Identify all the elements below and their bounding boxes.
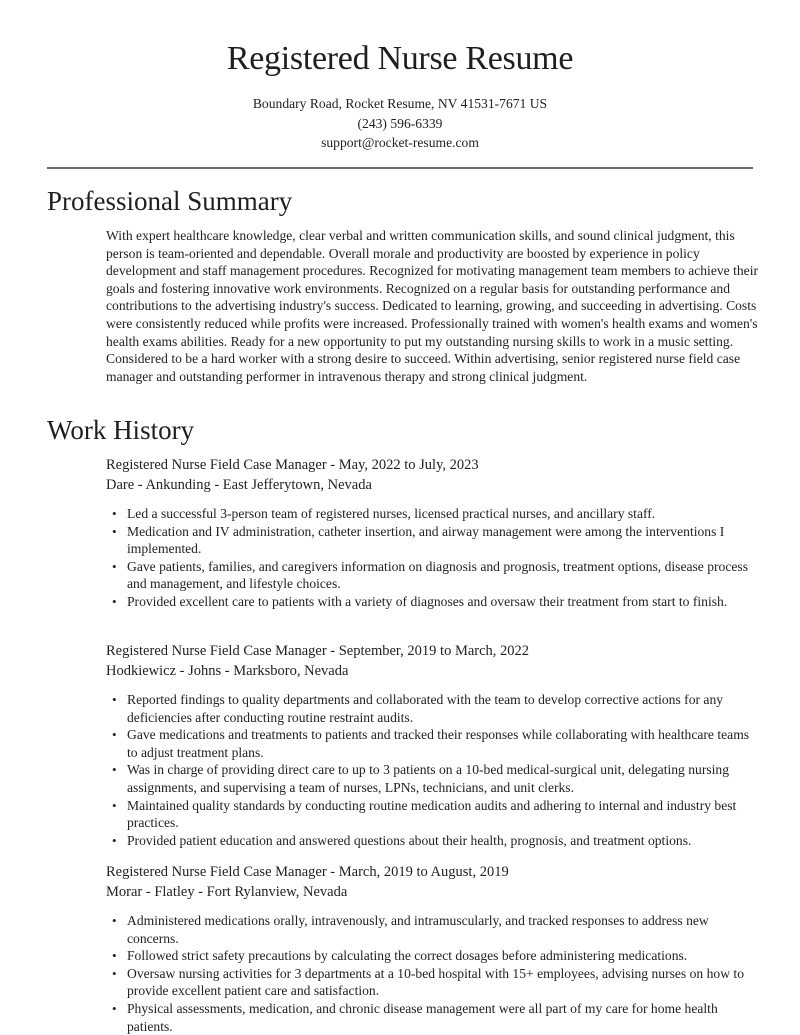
job-bullet: • Maintained quality standards by conducting routine medication audits and adhering to internal and industry best practices. bbox=[106, 797, 758, 832]
job-bullet: • Gave medications and treatments to patients and tracked their responses while collaborating with healthcare teams to adjust treatment plans. bbox=[106, 726, 758, 761]
email: support@rocket-resume.com bbox=[321, 135, 479, 150]
job-entry bbox=[106, 641, 758, 849]
job-bullet: • Oversaw nursing activities for 3 departments at a 10-bed hospital with 15+ employees, advising nurses on how to provide excellent patient care and satisfaction. bbox=[106, 965, 758, 1000]
phone: (243) 596-6339 bbox=[357, 115, 443, 131]
job-bullet: • Led a successful 3-person team of registered nurses, licensed practical nurses, and ancillary staff. bbox=[106, 505, 758, 523]
job-bullet: • Administered medications orally, intravenously, and intramuscularly, and tracked responses to address new concerns. bbox=[106, 912, 758, 947]
job-title-line: Registered Nurse Field Case Manager - September, 2019 to March, 2022 bbox=[106, 643, 530, 659]
contact-block bbox=[0, 94, 800, 153]
work-history-heading: Work History bbox=[47, 415, 195, 445]
job-bullet: • Reported findings to quality departments and collaborated with the team to develop corrective actions for any deficiencies after conducting routine restraint audits. bbox=[106, 691, 758, 726]
job-title-line: Registered Nurse Field Case Manager - May, 2022 to July, 2023 bbox=[106, 457, 479, 473]
job-bullet: • Provided patient education and answered questions about their health, prognosis, and treatment options. bbox=[106, 832, 758, 850]
resume-title: Registered Nurse Resume bbox=[226, 40, 574, 77]
job-company-line: Morar - Flatley - Fort Rylanview, Nevada bbox=[106, 884, 348, 900]
summary-heading: Professional Summary bbox=[47, 186, 293, 216]
job-bullet: • Medication and IV administration, catheter insertion, and airway management were among the interventions I implemented. bbox=[106, 523, 758, 558]
summary-text: With expert healthcare knowledge, clear verbal and written communication skills, and sound clinical judgment, this person is team-oriented and dependable. Overall morale and productivity are boosted by experience in policy development and staff management procedures. Recognized for motivating management team members to achieve their goals and fostering innovative work environments. Recognized on a regular basis for outstanding performance and contributions to the advertising industry's success. Dedicated to learning, growing, and succeeding in advertising. Costs were consistently reduced while profits were increased. Professionally trained with women's health exams and women's health exams abilities. Ready for a new opportunity to put my outstanding nursing skills to work in a music setting. Considered to be a hard worker with a strong desire to succeed. Within advertising, senior registered nurse field case manager and outstanding performer in intravenous therapy and strong clinical judgment. bbox=[106, 228, 759, 384]
job-company-line: Dare - Ankunding - East Jefferytown, Nevada bbox=[106, 477, 372, 493]
job-bullet: • Was in charge of providing direct care to up to 3 patients on a 10-bed medical-surgical unit, delegating nursing assignments, and supervising a team of nurses, LPNs, technicians, and unit clerks. bbox=[106, 761, 758, 796]
job-bullets bbox=[106, 912, 758, 1035]
header-divider bbox=[47, 167, 753, 169]
job-entry bbox=[106, 455, 758, 611]
address: Boundary Road, Rocket Resume, NV 41531-7671 US bbox=[252, 96, 548, 111]
job-bullet: • Gave patients, families, and caregivers information on diagnosis and prognosis, treatment options, disease process and management, and lifestyle choices. bbox=[106, 558, 758, 593]
job-bullet: • Physical assessments, medication, and chronic disease management were all part of my care for home health patients. bbox=[106, 1000, 758, 1035]
job-company-line: Hodkiewicz - Johns - Marksboro, Nevada bbox=[106, 663, 349, 679]
job-bullet: • Followed strict safety precautions by calculating the correct dosages before administering medications. bbox=[106, 947, 758, 965]
job-bullets bbox=[106, 691, 758, 849]
job-bullet: • Provided excellent care to patients with a variety of diagnoses and oversaw their treatment from start to finish. bbox=[106, 593, 758, 611]
job-entry bbox=[106, 862, 758, 1035]
job-bullets bbox=[106, 505, 758, 611]
job-title-line: Registered Nurse Field Case Manager - March, 2019 to August, 2019 bbox=[106, 864, 509, 880]
